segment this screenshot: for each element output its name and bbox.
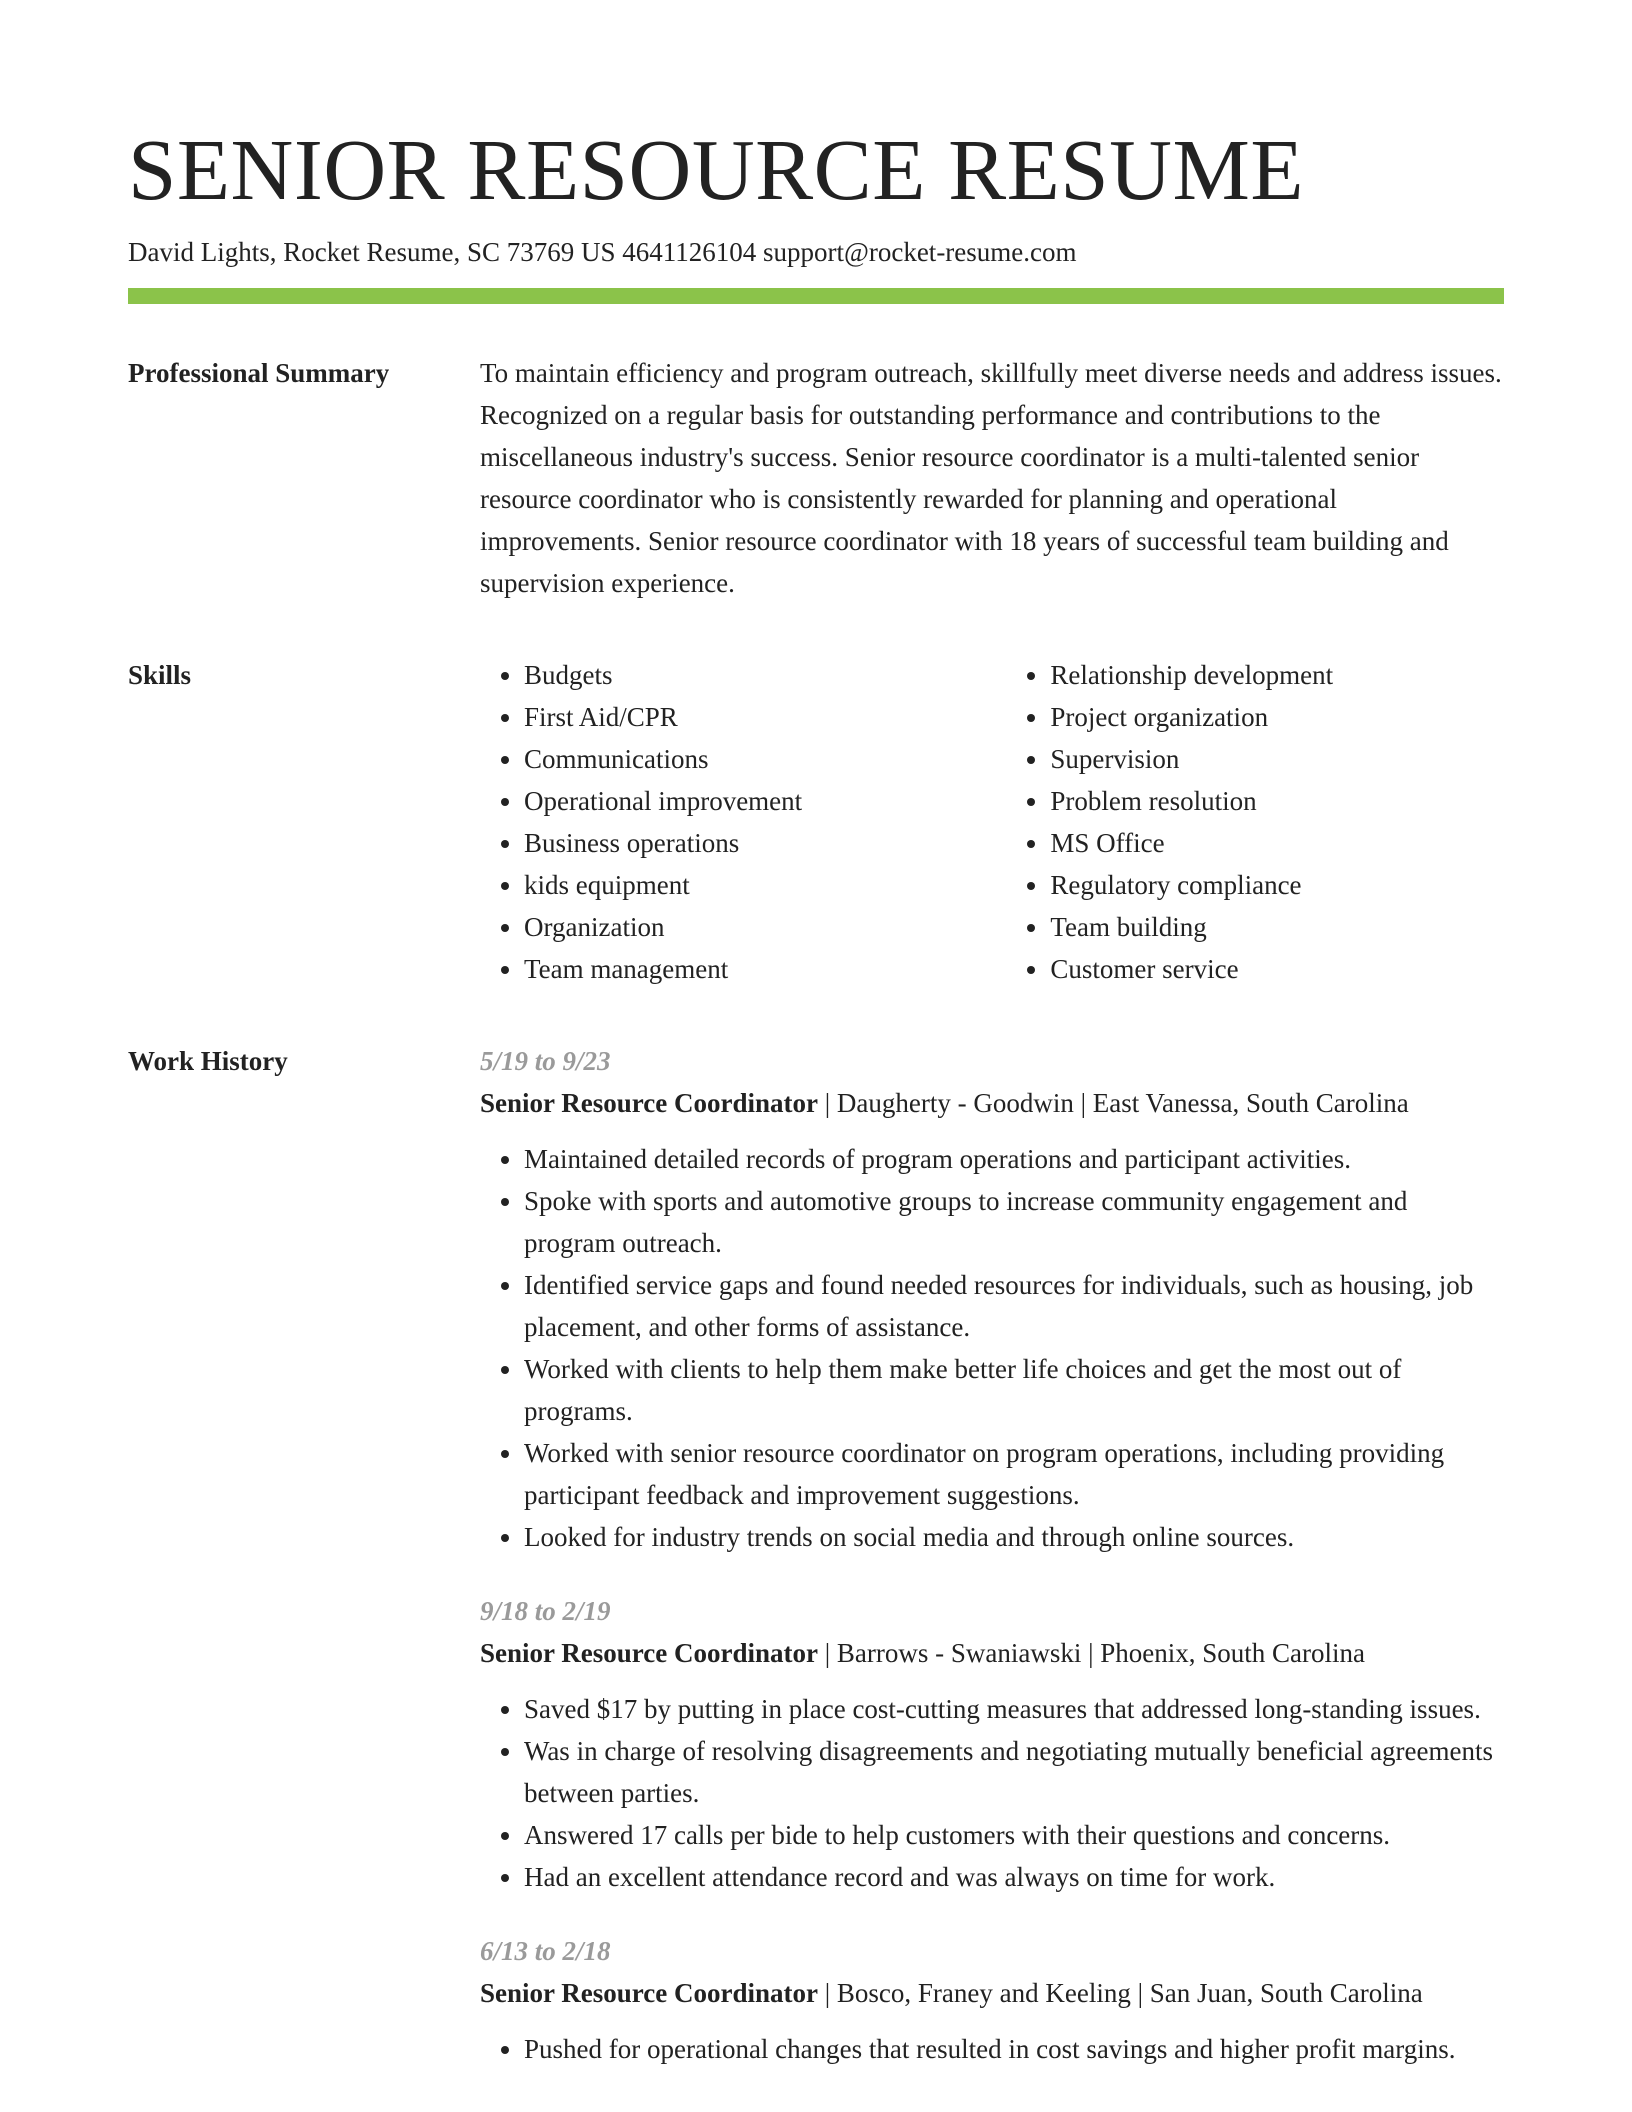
job-employer-location: | Bosco, Franey and Keeling | San Juan, South Carolina — [817, 1978, 1423, 2008]
summary-text: To maintain efficiency and program outreach, skillfully meet diverse needs and address issues. Recognized on a regular basis for outstanding performance and contributions to the miscellaneous industry's success. Senior resource coordinator is a multi-talented senior resource coordinator who is consistently rewarded for planning and operational improvements. Senior resource coordinator with 18 years of successful team building and supervision experience. — [480, 358, 1502, 598]
job-bullet: • Maintained detailed records of program operations and participant activities. — [524, 1138, 1504, 1180]
job-title: Senior Resource Coordinator — [480, 1088, 818, 1118]
skill-item: • Team management — [524, 948, 962, 990]
skill-item: • First Aid/CPR — [524, 696, 962, 738]
section-title-work: Work History — [128, 1046, 288, 1076]
skill-item: • Relationship development — [1050, 654, 1504, 696]
job-entry — [480, 1590, 1504, 1898]
job-employer-location: | Daugherty - Goodwin | East Vanessa, South Carolina — [817, 1088, 1409, 1118]
work-body — [480, 1040, 1504, 2102]
skills-section — [128, 654, 1504, 990]
skill-item: • Problem resolution — [1050, 780, 1504, 822]
job-bullets — [480, 1138, 1504, 1558]
skill-item: • Project organization — [1050, 696, 1504, 738]
resume-title: SENIOR RESOURCE RESUME — [128, 121, 1304, 218]
job-bullet: • Saved $17 by putting in place cost-cutting measures that addressed long-standing issues. — [524, 1688, 1504, 1730]
job-entry — [480, 1930, 1504, 2070]
job-bullet: • Worked with senior resource coordinator on program operations, including providing participant feedback and improvement suggestions. — [524, 1432, 1504, 1516]
job-title: Senior Resource Coordinator — [480, 1638, 818, 1668]
skills-list-left — [480, 654, 962, 990]
job-bullet: • Pushed for operational changes that resulted in cost savings and higher profit margins. — [524, 2028, 1504, 2070]
skill-item: • Team building — [1050, 906, 1504, 948]
job-bullet: • Answered 17 calls per bide to help customers with their questions and concerns. — [524, 1814, 1504, 1856]
skill-item: • Supervision — [1050, 738, 1504, 780]
section-title-skills: Skills — [128, 660, 192, 690]
job-heading — [480, 1972, 1504, 2014]
section-title-summary: Professional Summary — [128, 358, 390, 388]
skill-item: • Operational improvement — [524, 780, 962, 822]
job-bullets — [480, 2028, 1504, 2070]
resume-page — [128, 0, 1504, 2102]
job-dates: 5/19 to 9/23 — [480, 1046, 611, 1076]
accent-divider — [128, 288, 1504, 304]
summary-section — [128, 352, 1504, 604]
job-bullet: • Had an excellent attendance record and was always on time for work. — [524, 1856, 1504, 1898]
job-dates: 6/13 to 2/18 — [480, 1936, 611, 1966]
job-entry — [480, 1040, 1504, 1558]
job-heading — [480, 1632, 1504, 1674]
skill-item: • Communications — [524, 738, 962, 780]
job-bullet: • Looked for industry trends on social media and through online sources. — [524, 1516, 1504, 1558]
skill-item: • Organization — [524, 906, 962, 948]
job-employer-location: | Barrows - Swaniawski | Phoenix, South Carolina — [817, 1638, 1365, 1668]
job-bullet: • Worked with clients to help them make better life choices and get the most out of programs. — [524, 1348, 1504, 1432]
job-dates: 9/18 to 2/19 — [480, 1596, 611, 1626]
skill-item: • Regulatory compliance — [1050, 864, 1504, 906]
job-title: Senior Resource Coordinator — [480, 1978, 818, 2008]
job-bullets — [480, 1688, 1504, 1898]
skill-item: • Customer service — [1050, 948, 1504, 990]
skills-body — [480, 654, 1504, 990]
job-heading — [480, 1082, 1504, 1124]
skill-item: • Business operations — [524, 822, 962, 864]
contact-line: David Lights, Rocket Resume, SC 73769 US 4641126104 support@rocket-resume.com — [128, 237, 1077, 267]
work-section — [128, 1040, 1504, 2102]
job-bullet: • Was in charge of resolving disagreements and negotiating mutually beneficial agreements between parties. — [524, 1730, 1504, 1814]
summary-body — [480, 352, 1504, 604]
skill-item: • Budgets — [524, 654, 962, 696]
skill-item: • kids equipment — [524, 864, 962, 906]
job-bullet: • Spoke with sports and automotive groups to increase community engagement and program outreach. — [524, 1180, 1504, 1264]
skill-item: • MS Office — [1050, 822, 1504, 864]
job-bullet: • Identified service gaps and found needed resources for individuals, such as housing, job placement, and other forms of assistance. — [524, 1264, 1504, 1348]
skills-list-right — [1006, 654, 1504, 990]
